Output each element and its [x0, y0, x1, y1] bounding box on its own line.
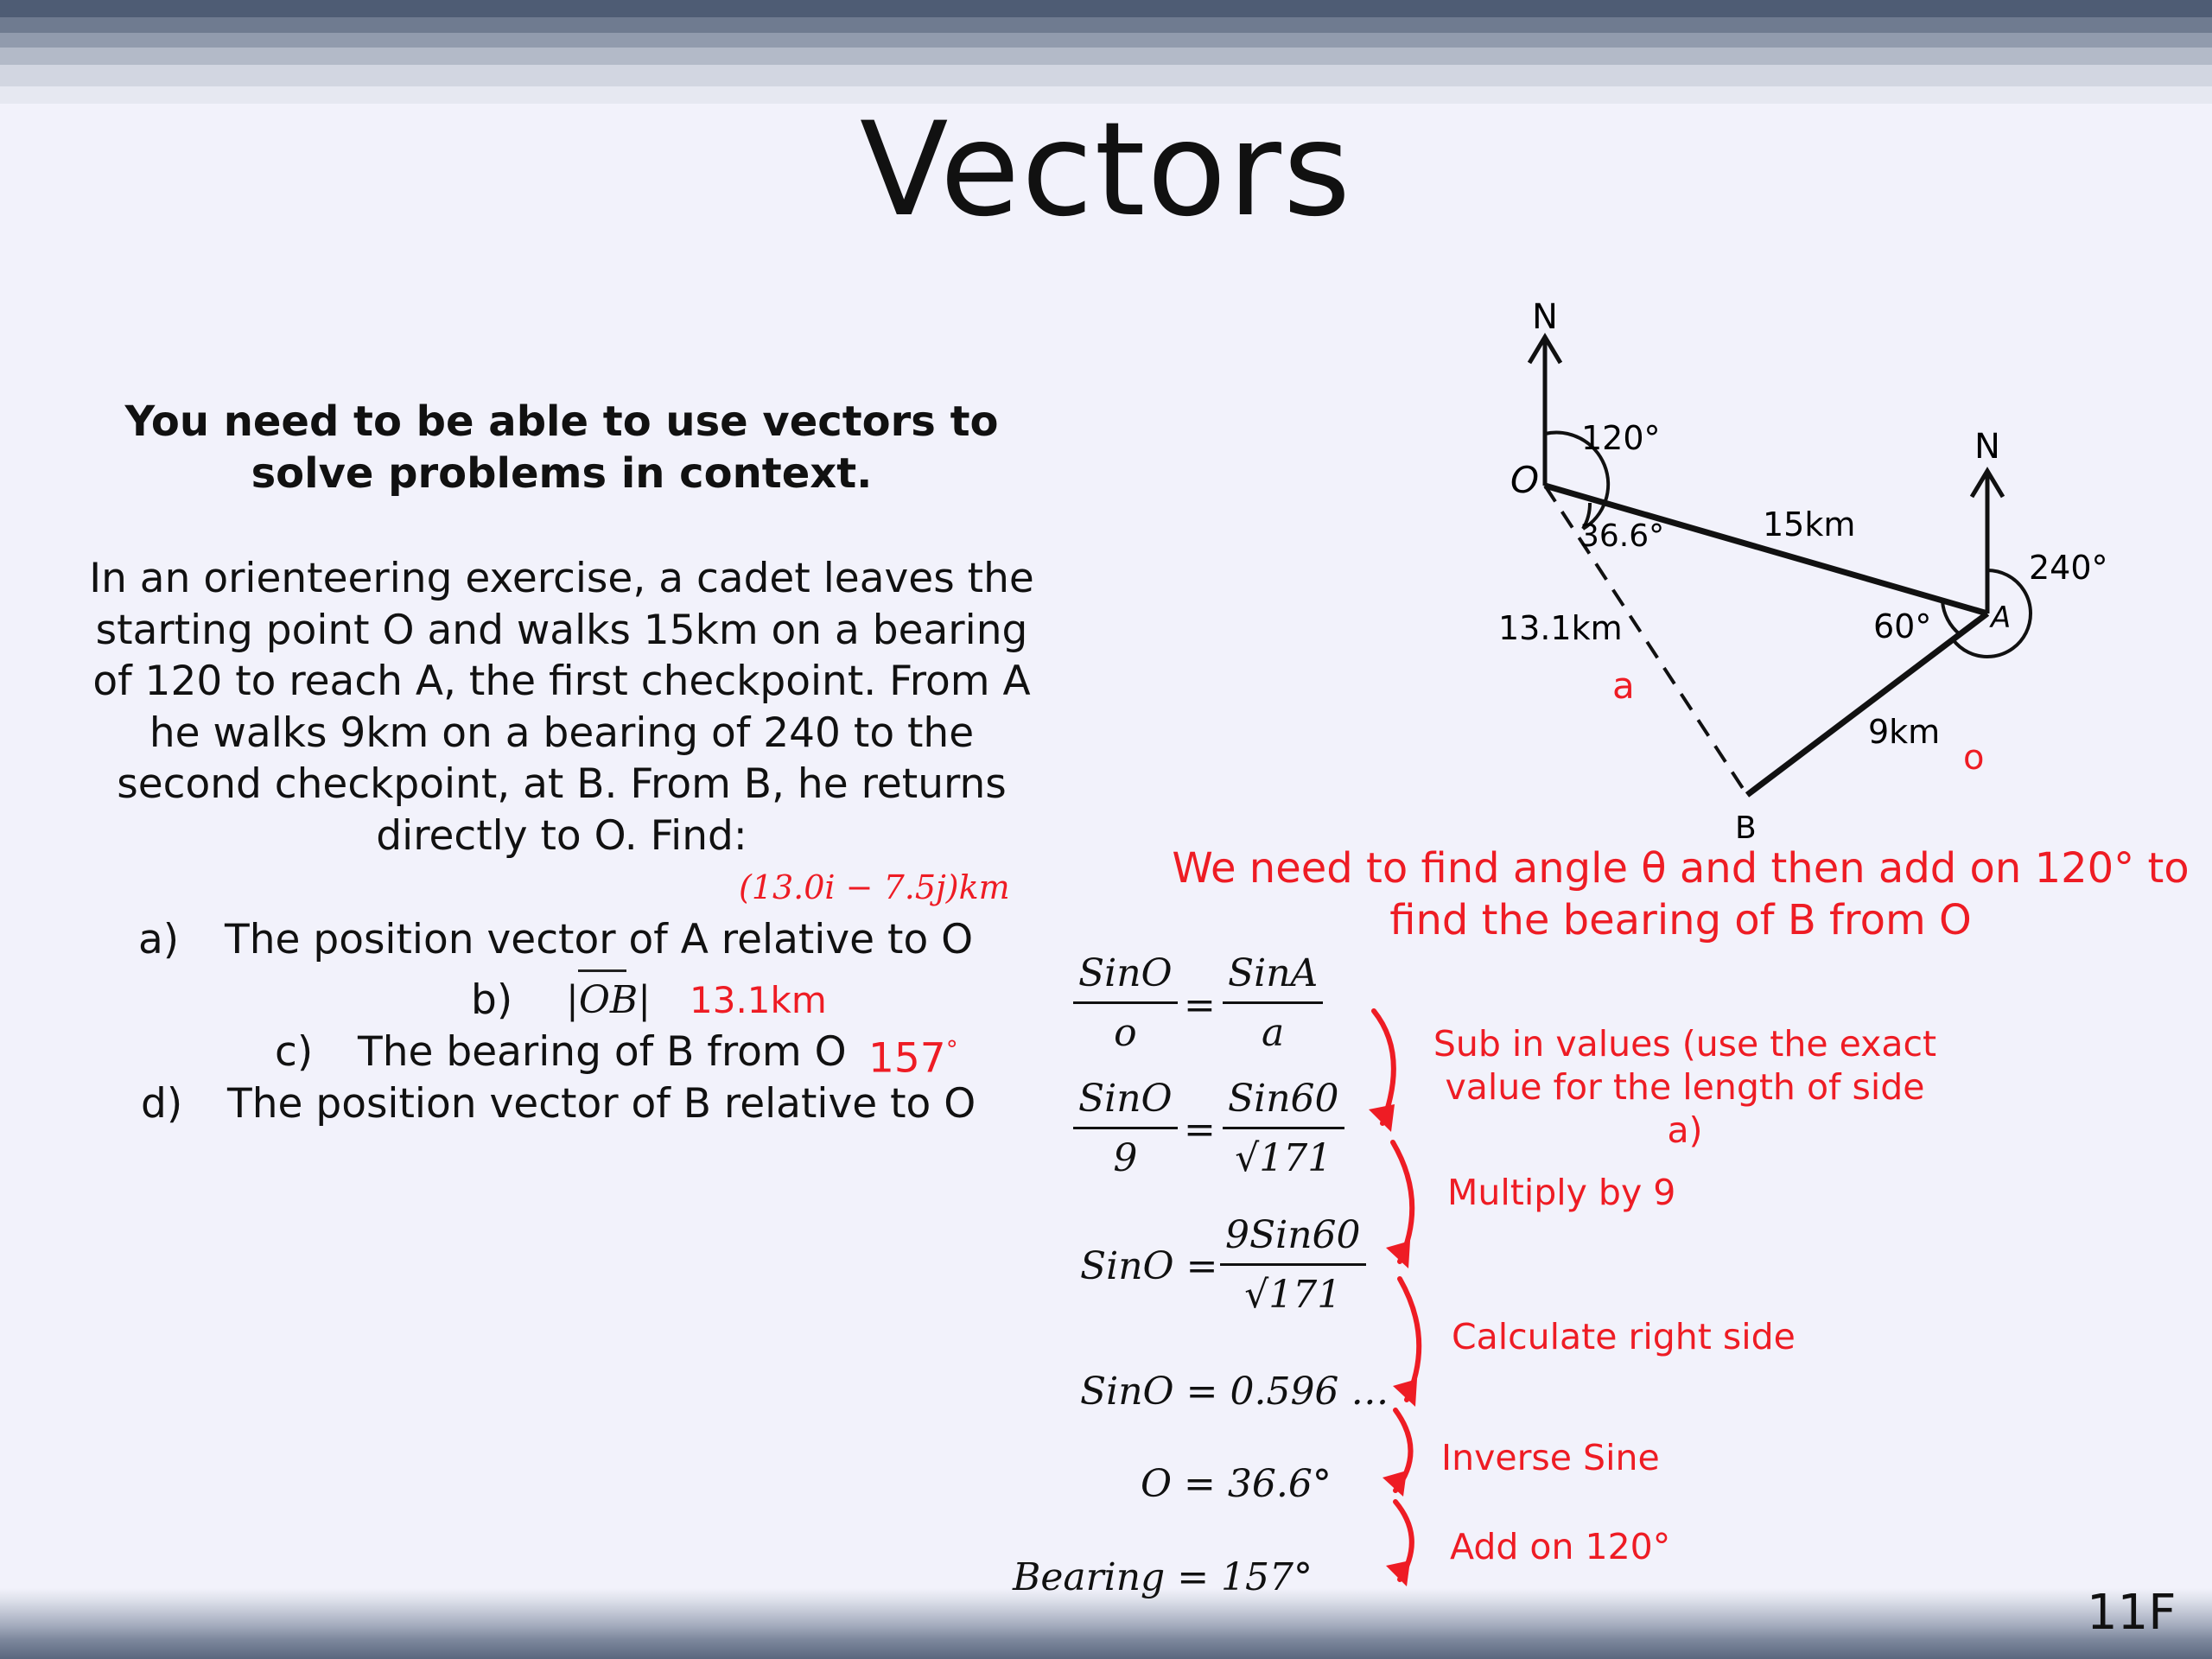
point-label-o: O	[1510, 459, 1540, 501]
side-label-o: o	[1963, 738, 1985, 778]
question-b-label: b)	[471, 976, 513, 1024]
question-c-label: c)	[275, 1028, 314, 1076]
vector-arrow-icon	[578, 969, 626, 974]
segment-ab	[1747, 613, 1987, 795]
angle-label-36: 36.6°	[1580, 518, 1665, 554]
note-multiply: Multiply by 9	[1447, 1172, 1676, 1213]
question-b-vector: |OB|	[566, 975, 651, 1027]
length-label-15km: 15km	[1763, 505, 1856, 543]
answer-a: (13.0i − 7.5j)km	[739, 868, 1010, 906]
note-sub-in-values: Sub in values (use the exact value for the length of side a)	[1433, 1023, 1937, 1151]
step3-rhs-fraction: 9Sin60 √171	[1220, 1208, 1366, 1325]
angle-label-240: 240°	[2029, 549, 2108, 587]
note-add-120: Add on 120°	[1450, 1526, 1671, 1567]
slide-title: Vectors	[859, 95, 1353, 245]
step4: SinO = 0.596 …	[1080, 1370, 1389, 1414]
angle-label-60: 60°	[1873, 607, 1932, 645]
step6: Bearing = 157°	[1013, 1555, 1313, 1599]
step1-lhs-fraction: SinO o	[1073, 946, 1178, 1063]
point-label-b: B	[1735, 810, 1757, 846]
slide-number: 11F	[2087, 1585, 2177, 1641]
angle-label-120: 120°	[1581, 419, 1661, 457]
step3-lhs: SinO =	[1080, 1244, 1218, 1288]
point-label-a: A	[1991, 601, 2012, 635]
question-c-text: The bearing of B from O	[358, 1028, 847, 1076]
problem-text: In an orienteering exercise, a cadet leaves the starting point O and walks 15km on a bearing of 120 to reach A, the first checkpoint. From A he walks 9km on a bearing of 240 to the second checkpoint, at B. From B, he returns directly to O. Find:	[89, 555, 1034, 860]
north-label-o: N	[1532, 297, 1558, 337]
question-a-label: a)	[138, 916, 180, 963]
method-heading: We need to find angle θ and then add on 120° to find the bearing of B from O	[1172, 844, 2190, 944]
north-label-a: N	[1974, 427, 2000, 467]
question-d-label: d)	[141, 1080, 183, 1128]
length-label-9km: 9km	[1868, 713, 1941, 751]
question-d-text: The position vector of B relative to O	[227, 1080, 976, 1128]
step2-rhs-fraction: Sin60 √171	[1223, 1071, 1344, 1188]
step2-equals: =	[1184, 1108, 1216, 1152]
question-a-text: The position vector of A relative to O	[225, 916, 974, 963]
note-inverse-sine: Inverse Sine	[1441, 1437, 1660, 1478]
side-label-a: a	[1612, 664, 1635, 707]
length-label-13km: 13.1km	[1498, 609, 1623, 647]
question-b-answer: 13.1km	[690, 979, 827, 1021]
step1-equals: =	[1184, 983, 1216, 1027]
intro-text: You need to be able to use vectors to solve problems in context.	[124, 397, 999, 498]
bearing-diagram	[1469, 285, 2143, 855]
step5: O = 36.6°	[1141, 1462, 1332, 1506]
step1-rhs-fraction: SinA a	[1223, 946, 1323, 1063]
question-c-answer: 157°	[868, 1034, 958, 1083]
step2-lhs-fraction: SinO 9	[1073, 1071, 1178, 1188]
note-calculate: Calculate right side	[1452, 1316, 1796, 1357]
